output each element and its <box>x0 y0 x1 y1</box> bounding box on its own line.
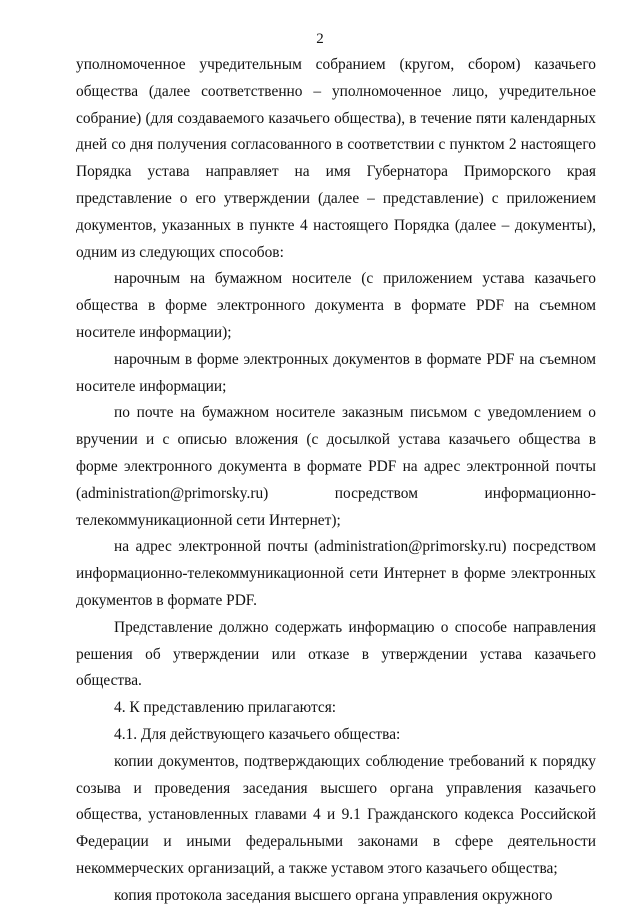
paragraph-method-post: по почте на бумажном носителе заказным письмом с уведомлением о вручении и с описью вложения (с досылкой устава казачьего общества в форме электронного документа в формате PDF на адрес электронной почты (administration@primorsky.ru) посредством информационно-телекоммуникационной сети Интернет); <box>76 404 596 529</box>
page-number: 2 <box>316 31 324 47</box>
paragraph-method-email: на адрес электронной почты (administration@primorsky.ru) посредством информационно-телекоммуникационной сети Интернет в форме электронных документов в формате PDF. <box>76 538 596 609</box>
document-body <box>76 52 596 910</box>
paragraph-section-4-1-heading: 4.1. Для действующего казачьего общества: <box>114 725 401 743</box>
paragraph-submission-content: Представление должно содержать информацию о способе направления решения об утверждении или отказе в утверждении устава казачьего общества. <box>76 618 596 690</box>
paragraph-document-copies: копии документов, подтверждающих соблюдение требований к порядку созыва и проведения заседания высшего органа управления казачьего общества, установленных главами 4 и 9.1 Гражданского кодекса Российской Федерации и иными федеральными законами в сфере деятельности некоммерческих организаций, а также уставом этого казачьего общества; <box>76 752 596 877</box>
paragraph-method-courier-electronic: нарочным в форме электронных документов в формате PDF на съемном носителе информации; <box>76 350 596 395</box>
paragraph-section-4-heading: 4. К представлению прилагаются: <box>114 699 337 717</box>
paragraph-method-courier-paper: нарочным на бумажном носителе (с приложением устава казачьего общества в форме электронного документа в формате PDF на съемном носителе информации); <box>76 270 596 341</box>
paragraph-authorized-person: уполномоченное учредительным собранием (кругом, сбором) казачьего общества (далее соответственно – уполномоченное лицо, учредительное собрание) (для создаваемого казачьего общества), в течение пяти календарных дней со дня получения согласованного в соответствии с пунктом 2 настоящего Порядка устава направляет на имя Губернатора Приморского края представление о его утверждении (далее – представление) с приложением документов, указанных в пункте 4 настоящего Порядка (далее – документы), одним из следующих способов: <box>76 56 596 261</box>
paragraph-protocol-copy: копия протокола заседания высшего органа управления окружного <box>114 886 553 904</box>
